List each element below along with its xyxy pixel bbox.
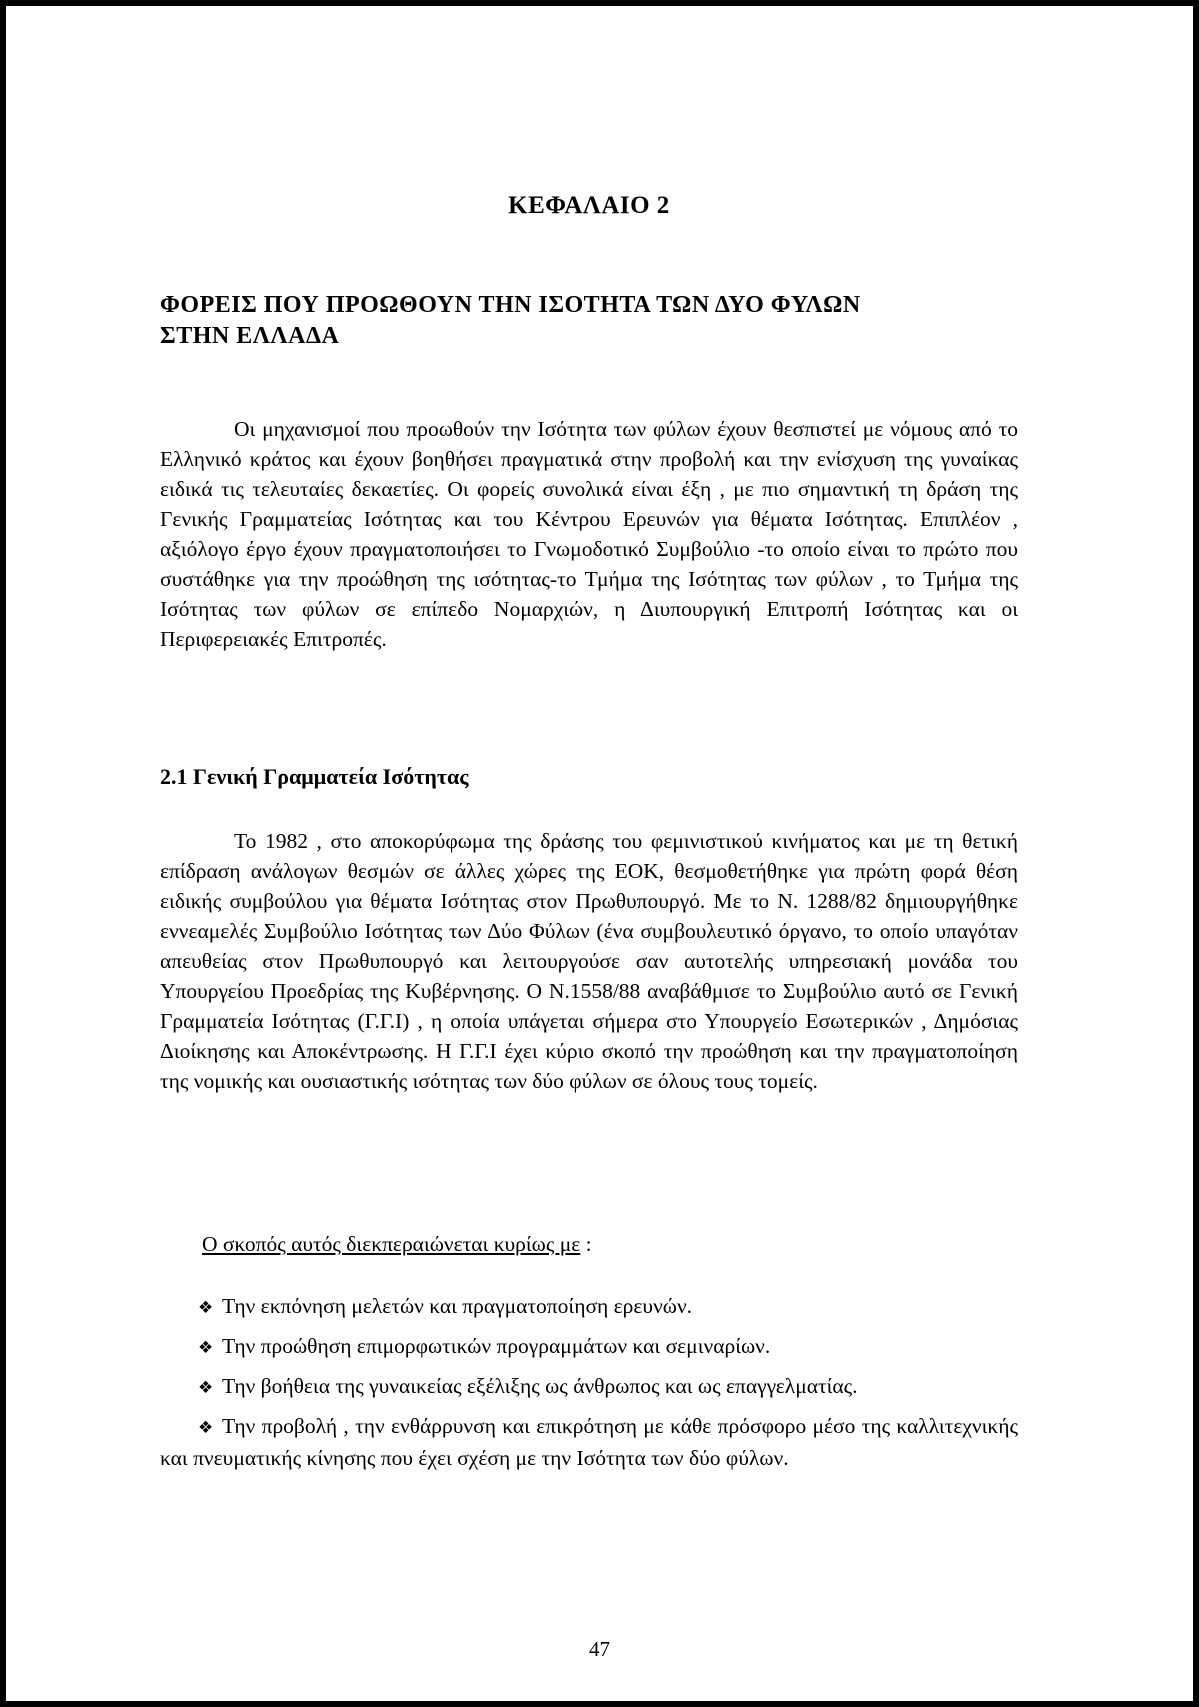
section-heading — [160, 290, 1018, 352]
scope-colon: : — [580, 1232, 592, 1256]
list-item-text: Την προβολή , την ενθάρρυνση και επικρότηση με κάθε πρόσφορο μέσο της καλλιτεχνικής και πνευματικής κίνησης που έχει σχέση με την Ισότητα των δύο φύλων. — [160, 1414, 1018, 1470]
scope-label: Ο σκοπός αυτός διεκπεραιώνεται κυρίως με — [202, 1232, 581, 1256]
list-item — [160, 1371, 1018, 1403]
diamond-bullet-icon: ❖ — [198, 1378, 214, 1398]
diamond-bullet-icon: ❖ — [198, 1338, 214, 1358]
subsection-heading: 2.1 Γενική Γραμματεία Ισότητας — [160, 764, 469, 789]
list-item — [160, 1291, 1018, 1323]
diamond-bullet-icon: ❖ — [198, 1298, 214, 1318]
intro-paragraph: Οι μηχανισμοί που προωθούν την Ισότητα των φύλων έχουν θεσπιστεί με νόμους από το Ελληνικό κράτος και έχουν βοηθήσει πραγματικά στην προβολή και την ενίσχυση της γυναίκας ειδικά τις τελευταίες δεκαετίες. Οι φορείς συνολικά είναι έξη , με πιο σημαντική τη δράση της Γενικής Γραμματείας Ισότητας και του Κέντρου Ερευνών για θέματα Ισότητας. Επιπλέον , αξιόλογο έργο έχουν πραγματοποιήσει το Γνωμοδοτικό Συμβούλιο -το οποίο είναι το πρώτο που συστάθηκε για την προώθηση της ισότητας-το Τμήμα της Ισότητας των φύλων , το Τμήμα της Ισότητας των φύλων σε επίπεδο Νομαρχιών, η Διυπουργική Επιτροπή Ισότητας και οι Περιφερειακές Επιτροπές. — [160, 417, 1018, 651]
list-item — [160, 1411, 1018, 1473]
scope-bullet-list — [160, 1291, 1018, 1481]
diamond-bullet-icon: ❖ — [198, 1418, 214, 1438]
page-number: 47 — [589, 1637, 610, 1661]
list-item-text: Την προώθηση επιμορφωτικών προγραμμάτων και σεμιναρίων. — [222, 1334, 771, 1358]
scope-intro — [202, 1229, 592, 1259]
list-item-text: Την εκπόνηση μελετών και πραγματοποίηση ερευνών. — [222, 1294, 693, 1318]
general-secretariat-paragraph: Το 1982 , στο αποκορύφωμα της δράσης του φεμινιστικού κινήματος και με τη θετική επίδραση ανάλογων θεσμών σε άλλες χώρες της ΕΟΚ, θεσμοθετήθηκε για πρώτη φορά θέση ειδικής συμβούλου για θέματα Ισότητας στον Πρωθυπουργό. Με το Ν. 1288/82 δημιουργήθηκε εννεαμελές Συμβούλιο Ισότητας των Δύο Φύλων (ένα συμβουλευτικό όργανο, το οποίο υπαγόταν απευθείας στον Πρωθυπουργό και λειτουργούσε σαν αυτοτελής υπηρεσιακή μονάδα του Υπουργείου Προεδρίας της Κυβέρνησης. Ο Ν.1558/88 αναβάθμισε το Συμβούλιο αυτό σε Γενική Γραμματεία Ισότητας (Γ.Γ.Ι) , η οποία υπάγεται σήμερα στο Υπουργείο Εσωτερικών , Δημόσιας Διοίκησης και Αποκέντρωσης. Η Γ.Γ.Ι έχει κύριο σκοπό την προώθηση και την πραγματοποίηση της νομικής και ουσιαστικής ισότητας των δύο φύλων σε όλους τους τομείς. — [160, 829, 1018, 1093]
chapter-title: ΚΕΦΑΛΑΙΟ 2 — [508, 192, 670, 219]
document-page — [6, 6, 1193, 1701]
list-item — [160, 1331, 1018, 1363]
list-item-text: Την βοήθεια της γυναικείας εξέλιξης ως άνθρωπος και ως επαγγελματίας. — [222, 1374, 858, 1398]
section-heading-line-1: ΦΟΡΕΙΣ ΠΟΥ ΠΡΟΩΘΟΥΝ ΤΗΝ ΙΣΟΤΗΤΑ ΤΩΝ ΔΥΟ ΦΥΛΩΝ — [160, 292, 861, 318]
section-heading-line-2: ΣΤΗΝ ΕΛΛΑΔΑ — [160, 323, 340, 349]
